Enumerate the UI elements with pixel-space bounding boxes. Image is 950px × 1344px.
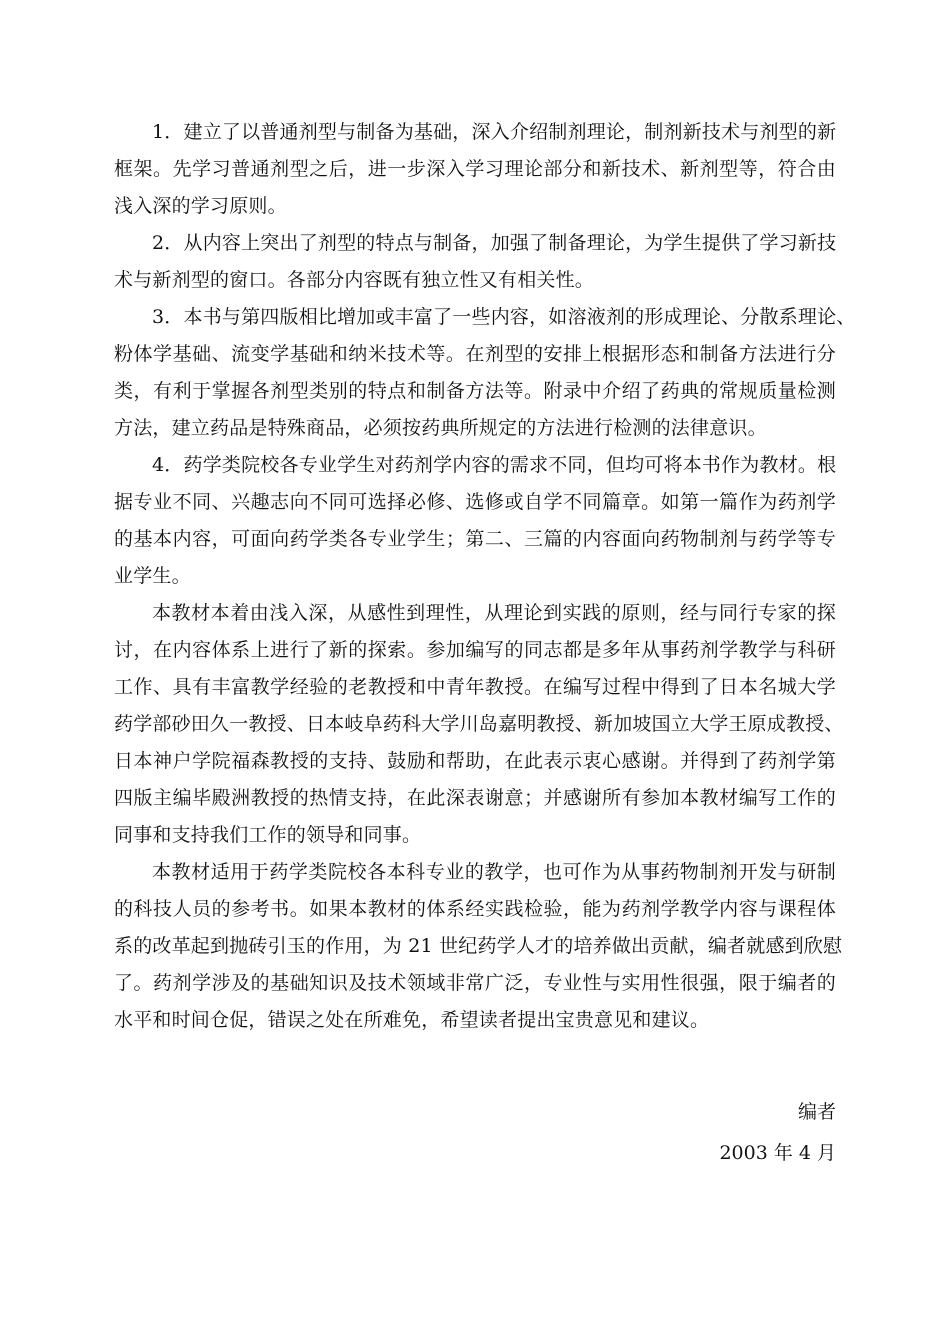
signature-date: 2003 年 4 月 bbox=[719, 1142, 836, 1164]
paragraph-5-line-5: 日本神户学院福森教授的支持、鼓励和帮助，在此表示衷心感谢。并得到了药剂学第 bbox=[114, 750, 836, 772]
paragraph-5-line-2: 讨，在内容体系上进行了新的探索。参加编写的同志都是多年从事药剂学教学与科研 bbox=[114, 639, 836, 661]
paragraph-4-line-3: 的基本内容，可面向药学类各专业学生；第二、三篇的内容面向药物制剂与药学等专 bbox=[114, 528, 836, 550]
paragraph-6-line-2: 的科技人员的参考书。如果本教材的体系经实践检验，能为药剂学教学内容与课程体 bbox=[114, 898, 836, 920]
paragraph-5-line-6: 四版主编毕殿洲教授的热情支持，在此深表谢意；并感谢所有参加本教材编写工作的 bbox=[114, 787, 836, 809]
paragraph-4-line-2: 据专业不同、兴趣志向不同可选择必修、选修或自学不同篇章。如第一篇作为药剂学 bbox=[114, 491, 836, 513]
paragraph-2-line-1: 2．从内容上突出了剂型的特点与制备，加强了制备理论，为学生提供了学习新技 bbox=[152, 232, 837, 254]
paragraph-6-line-1: 本教材适用于药学类院校各本科专业的教学，也可作为从事药物制剂开发与研制 bbox=[152, 861, 836, 883]
paragraph-5-line-4: 药学部砂田久一教授、日本岐阜药科大学川岛嘉明教授、新加坡国立大学王原成教授、 bbox=[114, 713, 844, 735]
paragraph-5-line-7: 同事和支持我们工作的领导和同事。 bbox=[114, 824, 422, 846]
paragraph-2-line-2: 术与新剂型的窗口。各部分内容既有独立性又有相关性。 bbox=[114, 269, 595, 291]
paragraph-4-line-4: 业学生。 bbox=[114, 565, 191, 587]
paragraph-3-line-2: 粉体学基础、流变学基础和纳米技术等。在剂型的安排上根据形态和制备方法进行分 bbox=[114, 343, 836, 365]
paragraph-3-line-3: 类，有利于掌握各剂型类别的特点和制备方法等。附录中介绍了药典的常规质量检测 bbox=[114, 380, 836, 402]
paragraph-6-line-3: 系的改革起到抛砖引玉的作用，为 21 世纪药学人才的培养做出贡献，编者就感到欣慰 bbox=[114, 935, 843, 957]
paragraph-1-line-2: 框架。先学习普通剂型之后，进一步深入学习理论部分和新技术、新剂型等，符合由 bbox=[114, 158, 836, 180]
paragraph-1-line-1: 1．建立了以普通剂型与制备为基础，深入介绍制剂理论，制剂新技术与剂型的新 bbox=[152, 121, 837, 143]
paragraph-3-line-1: 3．本书与第四版相比增加或丰富了一些内容，如溶液剂的形成理论、分散系理论、 bbox=[152, 306, 856, 328]
paragraph-6-line-4: 了。药剂学涉及的基础知识及技术领域非常广泛，专业性与实用性很强，限于编者的 bbox=[114, 972, 836, 994]
paragraph-5-line-3: 工作、具有丰富教学经验的老教授和中青年教授。在编写过程中得到了日本名城大学 bbox=[114, 676, 836, 698]
paragraph-4-line-1: 4．药学类院校各专业学生对药剂学内容的需求不同，但均可将本书作为教材。根 bbox=[152, 454, 837, 476]
signature-author: 编者 bbox=[797, 1101, 836, 1123]
paragraph-1-line-3: 浅入深的学习原则。 bbox=[114, 195, 287, 217]
paragraph-3-line-4: 方法，建立药品是特殊商品，必须按药典所规定的方法进行检测的法律意识。 bbox=[114, 417, 767, 439]
paragraph-5-line-1: 本教材本着由浅入深，从感性到理性，从理论到实践的原则，经与同行专家的探 bbox=[152, 602, 836, 624]
paragraph-6-line-5: 水平和时间仓促，错误之处在所难免，希望读者提出宝贵意见和建议。 bbox=[114, 1009, 710, 1031]
